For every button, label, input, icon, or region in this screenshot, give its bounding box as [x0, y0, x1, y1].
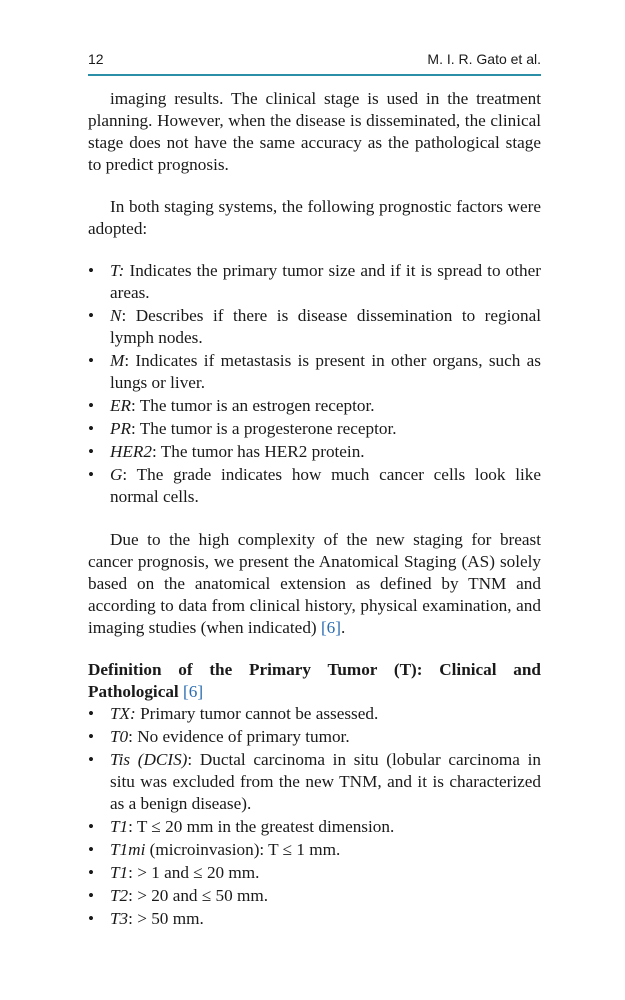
- paragraph-prognostic-intro: In both staging systems, the following prognostic factors were adopted:: [88, 197, 541, 238]
- list-item: • T2: > 20 and ≤ 50 mm.: [88, 885, 541, 907]
- list-item: • T1: > 1 and ≤ 20 mm.: [88, 862, 541, 884]
- list-item: • T1: T ≤ 20 mm in the greatest dimension.: [88, 816, 541, 838]
- citation-link[interactable]: [6]: [320, 618, 341, 637]
- list-item: • G: The grade indicates how much cancer cells look like normal cells.: [88, 464, 541, 508]
- paragraph-clinical-stage: imaging results. The clinical stage is used in the treatment planning. However, when the disease is disseminated, the clinical stage does not have the same accuracy as the pathological stage to predict prognosis.: [88, 89, 541, 174]
- list-item: • TX: Primary tumor cannot be assessed.: [88, 703, 541, 725]
- tumor-definition-list: [88, 703, 541, 930]
- section-heading: Definition of the Primary Tumor (T): Clinical and Pathological [6]: [88, 660, 541, 701]
- paragraph-anatomical-staging: Due to the high complexity of the new staging for breast cancer prognosis, we present the Anatomical Staging (AS) solely based on the anatomical extension as defined by TNM and according to data from clinical history, physical examination, and imaging studies (when indicated) [6].: [88, 530, 541, 637]
- list-item: • T: Indicates the primary tumor size and if it is spread to other areas.: [88, 260, 541, 304]
- list-item: • HER2: The tumor has HER2 protein.: [88, 441, 541, 463]
- list-item: • T3: > 50 mm.: [88, 908, 541, 930]
- list-item: • M: Indicates if metastasis is present in other organs, such as lungs or liver.: [88, 350, 541, 394]
- page-header: [88, 50, 541, 76]
- list-item: • T1mi (microinvasion): T ≤ 1 mm.: [88, 839, 541, 861]
- list-item: • ER: The tumor is an estrogen receptor.: [88, 395, 541, 417]
- list-item: • Tis (DCIS): Ductal carcinoma in situ (lobular carcinoma in situ was excluded from the new TNM, and it is characterized as a benign disease).: [88, 749, 541, 815]
- list-item: • T0: No evidence of primary tumor.: [88, 726, 541, 748]
- prognostic-factors-list: [88, 260, 541, 508]
- citation-link[interactable]: [6]: [183, 682, 204, 701]
- page-number: 12: [88, 51, 104, 67]
- list-item: • N: Describes if there is disease dissemination to regional lymph nodes.: [88, 305, 541, 349]
- page-body: [88, 88, 541, 931]
- list-item: • PR: The tumor is a progesterone receptor.: [88, 418, 541, 440]
- running-head-authors: M. I. R. Gato et al.: [427, 51, 541, 67]
